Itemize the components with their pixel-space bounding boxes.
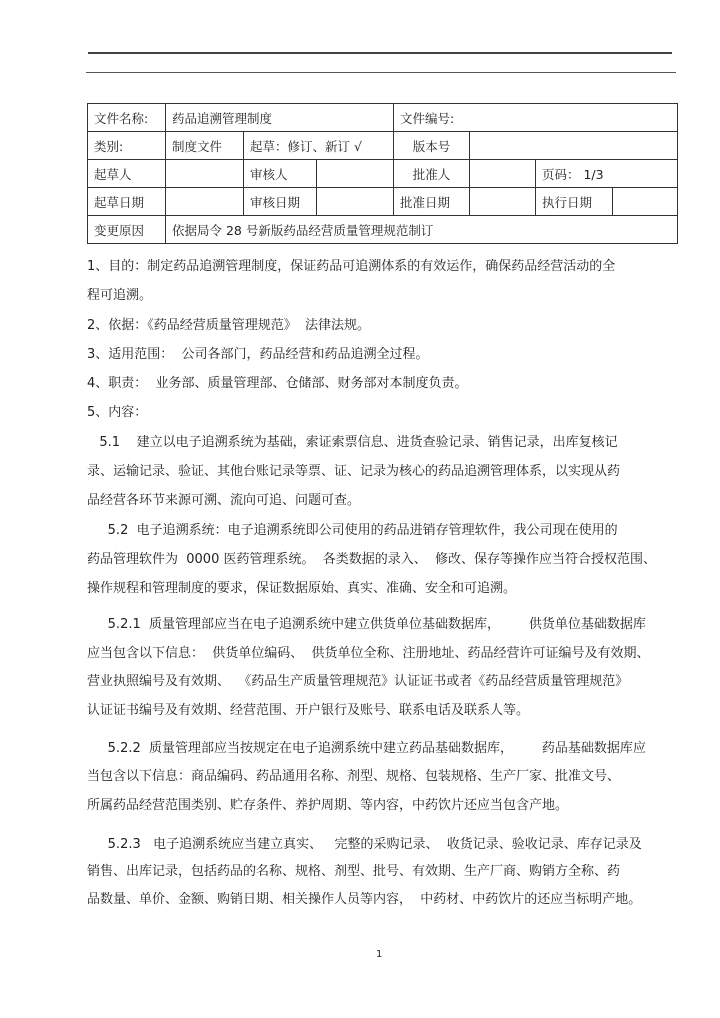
change-reason-label: 变更原因 [88,216,166,244]
file-name-label: 文件名称: [88,104,166,132]
body-line: 销售、出库记录，包括药品的名称、规格、剂型、批号、有效期、生产厂商、购销方全称、药 [87,864,621,879]
body-line: 5.2.3 电子追溯系统应当建立真实、 完整的采购记录、 收货记录、验收记录、库存记录及 [87,837,642,852]
draft-date-value [166,188,244,216]
body-line: 2、依据：《药品经营质量管理规范》 法律法规。 [87,318,371,333]
body-line: 品数量、单价、金额、购销日期、相关操作人员等内容， 中药材、中药饮片的还应当标明产地。 [87,892,642,907]
review-date-label: 审核日期 [244,188,317,216]
body-line: 1、目的：制定药品追溯管理制度，保证药品可追溯体系的有效运作，确保药品经营活动的全 [87,259,616,274]
body-line: 药品管理软件为 0000 医药管理系统。 各类数据的录入、 修改、保存等操作应当符合授权范围、 [87,552,657,567]
body-line: 应当包含以下信息： 供货单位编码、 供货单位全称、注册地址、药品经营许可证编号及有效期、 [87,646,650,661]
body-line: 3、适用范围： 公司各部门，药品经营和药品追溯全过程。 [87,347,429,362]
body-line: 品经营各环节来源可溯、流向可追、问题可查。 [87,493,361,508]
drafter-label: 起草人 [88,160,166,188]
body-line: 认证证书编号及有效期、经营范围、开户银行及账号、联系电话及联系人等。 [87,703,530,718]
page-number: 1 [376,949,383,960]
page-label: 页码： 1/3 [536,160,678,188]
body-line: 营业执照编号及有效期、 《药品生产质量管理规范》认证证书或者《药品经营质量管理规范》 [87,674,629,689]
approve-date-value [470,188,536,216]
body-line: 5.2 电子追溯系统：电子追溯系统即公司使用的药品进销存管理软件，我公司现在使用的 [87,523,618,538]
body-line: 程可追溯。 [87,288,153,303]
body-line: 操作规程和管理制度的要求，保证数据原始、真实、准确、安全和可追溯。 [87,581,517,596]
review-date-value [317,188,394,216]
body-line: 5、内容： [87,405,148,420]
body-line: 所属药品经营范围类别、贮存条件、养护周期、等内容，中药饮片还应当包含产地。 [87,798,569,813]
body-line: 当包含以下信息：商品编码、药品通用名称、剂型、规格、包装规格、生产厂家、批准文号、 [87,769,621,784]
body-line: 5.2.1 质量管理部应当在电子追溯系统中建立供货单位基础数据库， 供货单位基础数据库 [87,617,646,632]
header-rule-thin [86,72,676,73]
draft-type: 起草：修订、新订 √ [244,132,394,160]
body-line: 5.2.2 质量管理部应当按规定在电子追溯系统中建立药品基础数据库， 药品基础数据库应 [87,741,646,756]
approve-date-label: 批准日期 [394,188,470,216]
approver-label: 批准人 [394,160,470,188]
file-no-label: 文件编号: [394,104,678,132]
body-line: 录、运输记录、验证、其他台账记录等票、证、记录为核心的药品追溯管理体系，以实现从药 [87,464,621,479]
drafter-value [166,160,244,188]
reviewer-value [317,160,394,188]
approver-value [470,160,536,188]
category-value: 制度文件 [166,132,244,160]
exec-date-label: 执行日期 [536,188,613,216]
category-label: 类别: [88,132,166,160]
file-name-value: 药品追溯管理制度 [166,104,394,132]
reviewer-label: 审核人 [244,160,317,188]
body-line: 4、职责： 业务部、质量管理部、仓储部、财务部对本制度负责。 [87,376,468,391]
header-rule-thick [88,52,672,54]
version-label: 版本号 [394,132,470,160]
document-info-table [87,103,678,244]
version-value [470,132,678,160]
change-reason-value: 依据局令 28 号新版药品经营质量管理规范制订 [166,216,678,244]
exec-date-value [613,188,678,216]
draft-date-label: 起草日期 [88,188,166,216]
body-line: 5.1 建立以电子追溯系统为基础，索证索票信息、进货查验记录、销售记录，出库复核记 [87,435,618,450]
